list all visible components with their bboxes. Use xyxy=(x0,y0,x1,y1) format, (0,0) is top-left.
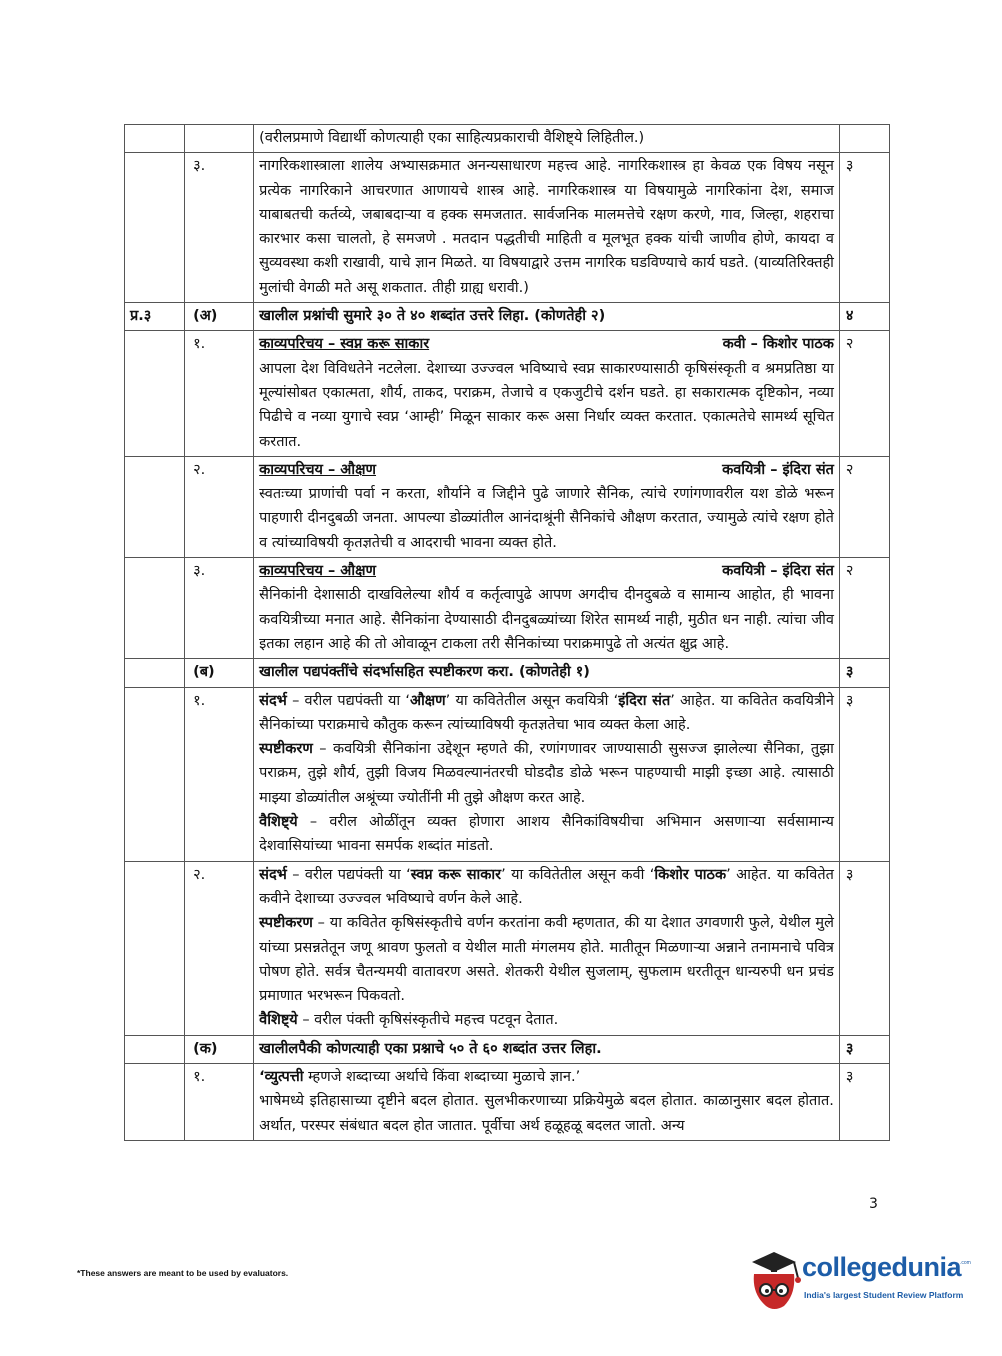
sub-question-cell: (अ) xyxy=(185,303,254,331)
explanation-text: – कवयित्री सैनिकांना उद्देशून म्हणते की, रणांगणावर जाण्यासाठी सुसज्ज झालेल्या सैनिका, तुझा पराक्रम, तुझे शौर्य, तुझी विजय मिळवल्यानंतरची घोडदौड डोळे भरून पाहण्याची माझी इच्छा आहे. त्यासाठी माझ्या डोळ्यांतील अश्रूंच्या ज्योतींनी मी तुझे औक्षण करत आहे. xyxy=(259,741,834,806)
poet-name: कवी – किशोर पाठक xyxy=(722,336,834,353)
sub-question-cell: २. xyxy=(185,861,254,1035)
marks-cell: ३ xyxy=(839,659,889,687)
answer-cell xyxy=(254,1063,840,1140)
poem-intro-title: काव्यपरिचय – औक्षण xyxy=(259,563,377,580)
context-text: – वरील पद्यपंक्ती या ‘ xyxy=(286,692,410,709)
section-header-row xyxy=(125,303,890,331)
marks-cell: ३ xyxy=(839,861,889,1035)
question-number-cell xyxy=(125,1035,185,1063)
marks-cell: २ xyxy=(839,331,889,456)
answer-cell xyxy=(254,558,840,659)
explanation-paragraph xyxy=(259,911,834,1008)
table-row xyxy=(125,456,890,557)
features-text: – वरील पंक्ती कृषिसंस्कृतीचे महत्त्व पटवून देतात. xyxy=(297,1012,559,1029)
answer-cell xyxy=(254,331,840,456)
context-text: ’ या कवितेतील असून कवयित्री ‘ xyxy=(445,692,619,709)
mascot-icon xyxy=(744,1244,804,1316)
question-number-cell xyxy=(125,331,185,456)
sub-question-cell: ३. xyxy=(185,558,254,659)
poet-name: इंदिरा संत xyxy=(618,692,671,709)
context-paragraph xyxy=(259,863,834,912)
marks-cell xyxy=(839,125,889,153)
answer-cell: (वरीलप्रमाणे विद्यार्थी कोणत्याही एका साहित्यप्रकाराची वैशिष्ट्ये लिहितील.) xyxy=(254,125,840,153)
answer-text: स्वतःच्या प्राणांची पर्वा न करता, शौर्याने व जिद्दीने पुढे जाणारे सैनिक, त्यांचे रणांगणावरील यश डोळे भरून पाहणारी दीनदुबळी जनता. आपल्या डोळ्यांतील आनंदाश्रूंनी सैनिकांचे औक्षण करतात, ज्यामुळे त्यांचे रक्षण होते व त्यांच्याविषयी कृतज्ञतेची व आदराची भावना व्यक्त होते. xyxy=(259,486,834,551)
question-number-cell xyxy=(125,153,185,303)
context-label: संदर्भ xyxy=(259,866,287,883)
explanation-label: स्पष्टीकरण xyxy=(259,915,313,932)
poem-title-line xyxy=(259,559,834,583)
context-paragraph xyxy=(259,689,834,738)
table-row xyxy=(125,1063,890,1140)
marks-cell: ३ xyxy=(839,153,889,303)
question-number-cell xyxy=(125,861,185,1035)
definition-text: म्हणजे शब्दाच्या अर्थाचे किंवा शब्दाच्या मुळाचे ज्ञान.’ xyxy=(303,1068,581,1085)
question-cell: खालील पद्यपंक्तींचे संदर्भासहित स्पष्टीकरण करा. (कोणतेही १) xyxy=(254,659,840,687)
poet-name: कवयित्री – इंदिरा संत xyxy=(722,461,834,478)
marks-cell: ३ xyxy=(839,1035,889,1063)
sub-question-cell: ३. xyxy=(185,153,254,303)
marks-cell: ३ xyxy=(839,687,889,861)
answer-cell: नागरिकशास्त्राला शालेय अभ्यासक्रमात अनन्यसाधारण महत्त्व आहे. नागरिकशास्त्र हा केवळ एक विषय नसून प्रत्येक नागरिकाने आचरणात आणायचे शास्त्र आहे. नागरिकशास्त्र या विषयामुळे नागरिकांना देश, समाज याबाबतची कर्तव्ये, जबाबदाऱ्या व हक्क समजतात. सार्वजनिक मालमत्तेचे रक्षण करणे, गाव, जिल्हा, शहराचा कारभार कसा चालतो, हे समजणे . मतदान पद्धतीची माहिती व मूलभूत हक्क यांची जाणीव होणे, कायदा व सुव्यवस्था कशी राखावी, याचे ज्ञान मिळते. या विषयाद्वारे उत्तम नागरिक घडविण्याचे कार्य घडते. (याव्यतिरिक्तही मुलांची वेगळी मते असू शकतात. तीही ग्राह्य धरावी.) xyxy=(254,153,840,303)
poem-title-line xyxy=(259,332,834,356)
table-row xyxy=(125,331,890,456)
context-text: ’ या कवितेतील असून कवी ‘ xyxy=(501,866,655,883)
explanation-label: स्पष्टीकरण xyxy=(259,741,313,758)
poem-intro-title: काव्यपरिचय – स्वप्न करू साकार xyxy=(259,336,430,353)
question-number-cell xyxy=(125,456,185,557)
question-number-cell xyxy=(125,125,185,153)
sub-question-cell: १. xyxy=(185,1063,254,1140)
question-number-cell xyxy=(125,659,185,687)
answer-text: भाषेमध्ये इतिहासाच्या दृष्टीने बदल होतात. सुलभीकरणाच्या प्रक्रियेमुळे बदल होतात. काळानुसार बदल होतात. अर्थात, परस्पर संबंधात बदल होत जातात. पूर्वीचा अर्थ हळूहळू बदलत जातो. अन्य xyxy=(259,1093,834,1134)
question-number-cell xyxy=(125,1063,185,1140)
answer-table xyxy=(124,124,890,1141)
poet-name: कवयित्री – इंदिरा संत xyxy=(722,563,834,580)
marks-cell: ४ xyxy=(839,303,889,331)
explanation-text: – या कवितेत कृषिसंस्कृतीचे वर्णन करतांना कवी म्हणतात, की या देशात उगवणारी फुले, येथील मुले यांच्या प्रसन्नतेतून जणू श्रावण फुलतो व येथील माती मंगलमय होते. मातीतून मिळणाऱ्या अन्नाने तनामनाचे पवित्र पोषण होते. सर्वत्र चैतन्यमयी वातावरण असते. शेतकरी येथील सुजलाम्, सुफलाम धरतीतून धान्यरुपी धन प्रचंड प्रमाणात भरभरून पिकवतो. xyxy=(259,915,834,1005)
answer-cell xyxy=(254,687,840,861)
table-row xyxy=(125,558,890,659)
poem-name: स्वप्न करू साकार xyxy=(410,866,502,883)
logo-tagline: India's largest Student Review Platform xyxy=(804,1290,964,1300)
table-row xyxy=(125,687,890,861)
table-row xyxy=(125,861,890,1035)
sub-question-cell: २. xyxy=(185,456,254,557)
sub-question-cell: (ब) xyxy=(185,659,254,687)
collegedunia-logo xyxy=(744,1240,974,1320)
features-label: वैशिष्ट्ये xyxy=(259,814,298,831)
answer-cell xyxy=(254,456,840,557)
poem-intro-title: काव्यपरिचय – औक्षण xyxy=(259,461,377,478)
logo-wordmark: collegedunia xyxy=(802,1252,962,1282)
section-header-row xyxy=(125,659,890,687)
poem-name: औक्षण xyxy=(409,692,446,709)
section-header-row xyxy=(125,1035,890,1063)
poem-title-line xyxy=(259,458,834,482)
explanation-paragraph xyxy=(259,737,834,810)
question-number-cell xyxy=(125,687,185,861)
marks-cell: २ xyxy=(839,558,889,659)
context-text: – वरील पद्यपंक्ती या ‘ xyxy=(286,866,411,883)
context-text: ’ आहेत. या कवितेत कवीने देशाच्या उज्ज्वल भविष्याचे वर्णन केले आहे. xyxy=(259,866,834,907)
question-number-cell: प्र.३ xyxy=(125,303,185,331)
sub-question-cell: १. xyxy=(185,331,254,456)
answer-text: सैनिकांनी देशासाठी दाखविलेल्या शौर्य व कर्तृत्वापुढे आपण अगदीच दीनदुबळे व सामान्य आहोत, ही भावना कवयित्रीच्या मनात आहे. सैनिकांना देण्यासाठी दीनदुबळ्यांच्या शिरेत सामर्थ्य नाही, मुठीत धन नाही. त्यांचा जीव इतका लहान आहे की तो ओवाळून टाकला तरी सैनिकांच्या पराक्रमापुढे तो अत्यंत क्षुद्र आहे. xyxy=(259,587,834,652)
evaluator-footnote: *These answers are meant to be used by evaluators. xyxy=(77,1268,289,1278)
definition-term: ‘व्युत्पत्ती xyxy=(259,1068,304,1085)
logo-domain-suffix: .com xyxy=(960,1260,971,1266)
features-label: वैशिष्ट्ये xyxy=(259,1012,298,1029)
question-number-cell xyxy=(125,558,185,659)
table-row xyxy=(125,125,890,153)
page-number: 3 xyxy=(869,1196,878,1212)
features-text: – वरील ओळींतून व्यक्त होणारा आशय सैनिकांविषयीचा अभिमान असणाऱ्या सर्वसामान्य देशवासियांच्या भावना समर्पक शब्दांत मांडतो. xyxy=(259,814,834,855)
context-text: ’ आहेत. या कवितेत कवयित्रीने सैनिकांच्या पराक्रमाचे कौतुक करून त्यांच्याविषयी कृतज्ञतेचा भाव व्यक्त केला आहे. xyxy=(259,692,834,733)
question-cell: खालील प्रश्नांची सुमारे ३० ते ४० शब्दांत उत्तरे लिहा. (कोणतेही २) xyxy=(254,303,840,331)
context-label: संदर्भ xyxy=(259,692,287,709)
sub-question-cell: (क) xyxy=(185,1035,254,1063)
answer-text: आपला देश विविधतेने नटलेला. देशाच्या उज्ज्वल भविष्याचे स्वप्न साकारण्यासाठी कृषिसंस्कृती व श्रमप्रतिष्ठा या मूल्यांसोबत एकात्मता, शौर्य, ताकद, पराक्रम, तेजाचे व एकजुटीचे दर्शन घडते. हा सकारात्मक दृष्टिकोन, नव्या पिढीचे व नव्या युगाचे स्वप्न ‘आम्ही’ मिळून साकार करू असा निर्धार व्यक्त करतात. एकात्मतेचे सामर्थ्य सूचित करतात. xyxy=(259,360,834,450)
question-cell: खालीलपैकी कोणत्याही एका प्रश्नाचे ५० ते ६० शब्दांत उत्तर लिहा. xyxy=(254,1035,840,1063)
sub-question-cell: १. xyxy=(185,687,254,861)
features-paragraph xyxy=(259,1008,834,1032)
table-row xyxy=(125,153,890,303)
answer-cell xyxy=(254,861,840,1035)
sub-question-cell xyxy=(185,125,254,153)
definition-line xyxy=(259,1065,834,1089)
marks-cell: २ xyxy=(839,456,889,557)
poet-name: किशोर पाठक xyxy=(654,866,727,883)
features-paragraph xyxy=(259,810,834,859)
marks-cell: ३ xyxy=(839,1063,889,1140)
